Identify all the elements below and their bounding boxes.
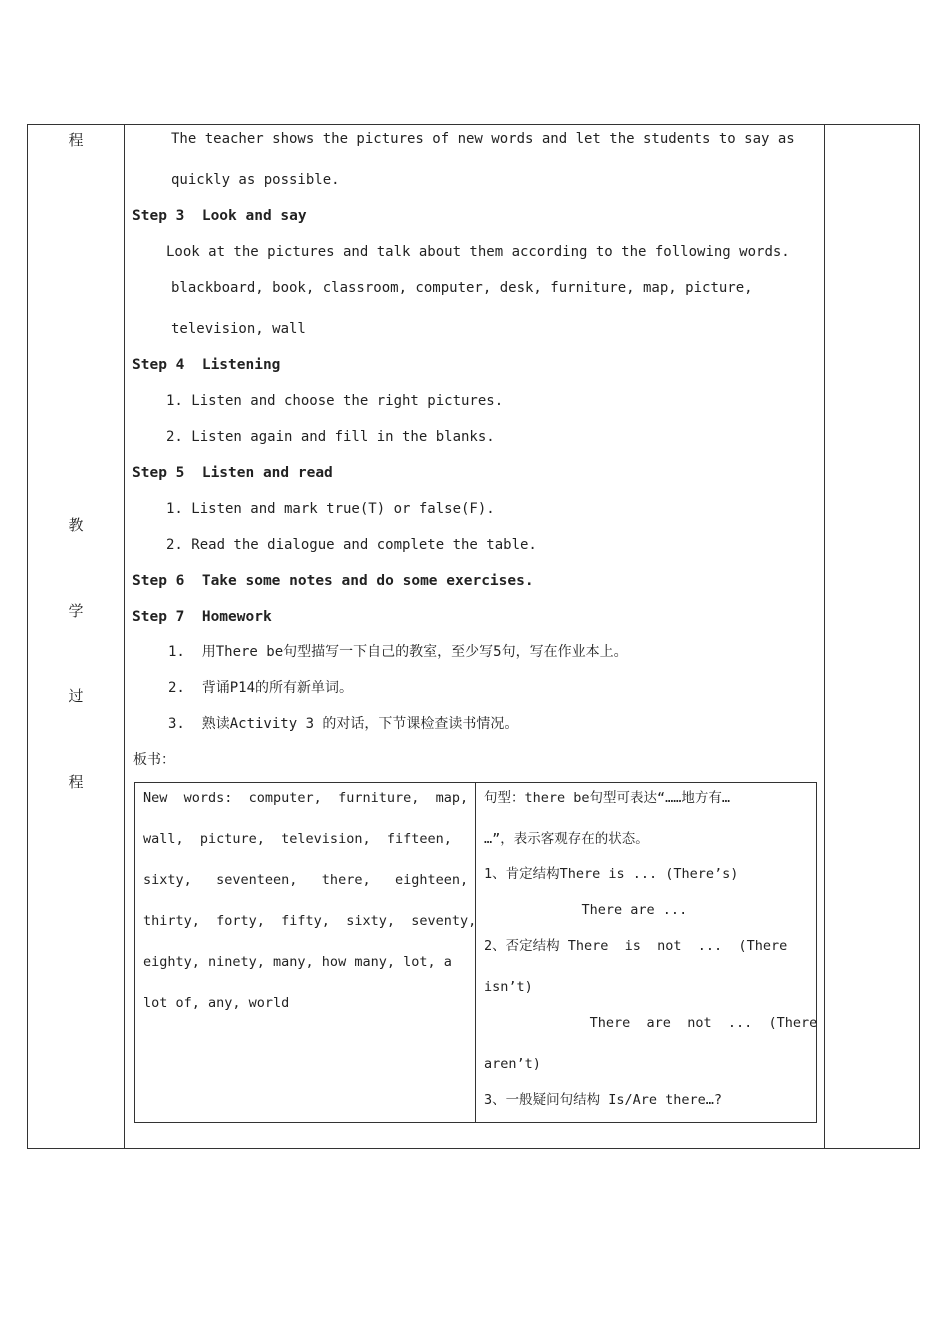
step-heading: Step 5 Listen and read: [132, 465, 333, 481]
body-text: Look at the pictures and talk about them according to the following words.: [166, 244, 790, 260]
board-right-line: isn’t): [484, 979, 533, 995]
board-right-line: 3、一般疑问句结构 Is/Are there…?: [484, 1092, 723, 1108]
list-item: 3. 熟读Activity 3 的对话，下节课检查读书情况。: [168, 716, 519, 732]
side-label: 程: [68, 773, 84, 791]
board-left-line: eighty, ninety, many, how many, lot, a: [143, 954, 452, 970]
board-right-line: 句型：there be句型可表达“……地方有…: [484, 790, 731, 806]
board-right-line: 1、肯定结构There is ... (There’s): [484, 866, 739, 882]
step-heading: Step 6 Take some notes and do some exercises.: [132, 573, 534, 589]
column-divider: [824, 125, 825, 1148]
body-text: quickly as possible.: [171, 172, 340, 188]
lesson-table: [27, 124, 920, 1149]
process-content: [124, 125, 824, 1148]
side-label: 教: [68, 516, 84, 534]
body-text: blackboard, book, classroom, computer, desk, furniture, map, picture,: [171, 280, 753, 296]
step-heading: Step 7 Homework: [132, 609, 272, 625]
list-item: 1. Listen and mark true(T) or false(F).: [166, 501, 495, 517]
board-left-line: New words: computer, furniture, map,: [143, 790, 469, 806]
board-divider: [475, 783, 476, 1122]
board-left-line: wall, picture, television, fifteen,: [143, 831, 452, 847]
list-item: 1. Listen and choose the right pictures.: [166, 393, 504, 409]
body-text: television, wall: [171, 321, 306, 337]
blackboard-table: [134, 782, 817, 1123]
board-right-line: 2、否定结构 There is not ... (There: [484, 938, 788, 954]
board-left-line: sixty, seventeen, there, eighteen,: [143, 872, 469, 888]
step-heading: Step 3 Look and say: [132, 208, 307, 224]
list-item: 2. 背诵P14的所有新单词。: [168, 680, 354, 696]
board-label: 板书：: [133, 752, 175, 768]
side-label: 过: [68, 687, 84, 705]
board-right-line: There are ...: [484, 902, 688, 918]
side-label: 程: [68, 131, 84, 149]
board-left-line: lot of, any, world: [143, 995, 290, 1011]
side-label: 学: [68, 602, 84, 620]
list-item: 2. Listen again and fill in the blanks.: [166, 429, 495, 445]
board-right-line: …”，表示客观存在的状态。: [484, 831, 649, 847]
list-item: 2. Read the dialogue and complete the table.: [166, 537, 537, 553]
body-text: The teacher shows the pictures of new words and let the students to say as: [171, 131, 795, 147]
board-left-line: thirty, forty, fifty, sixty, seventy,: [143, 913, 477, 929]
board-right-line: aren’t): [484, 1056, 541, 1072]
step-heading: Step 4 Listening: [132, 357, 281, 373]
list-item: 1. 用There be句型描写一下自己的教室，至少写5句，写在作业本上。: [168, 644, 628, 660]
board-right-line: There are not ... (There: [484, 1015, 818, 1031]
